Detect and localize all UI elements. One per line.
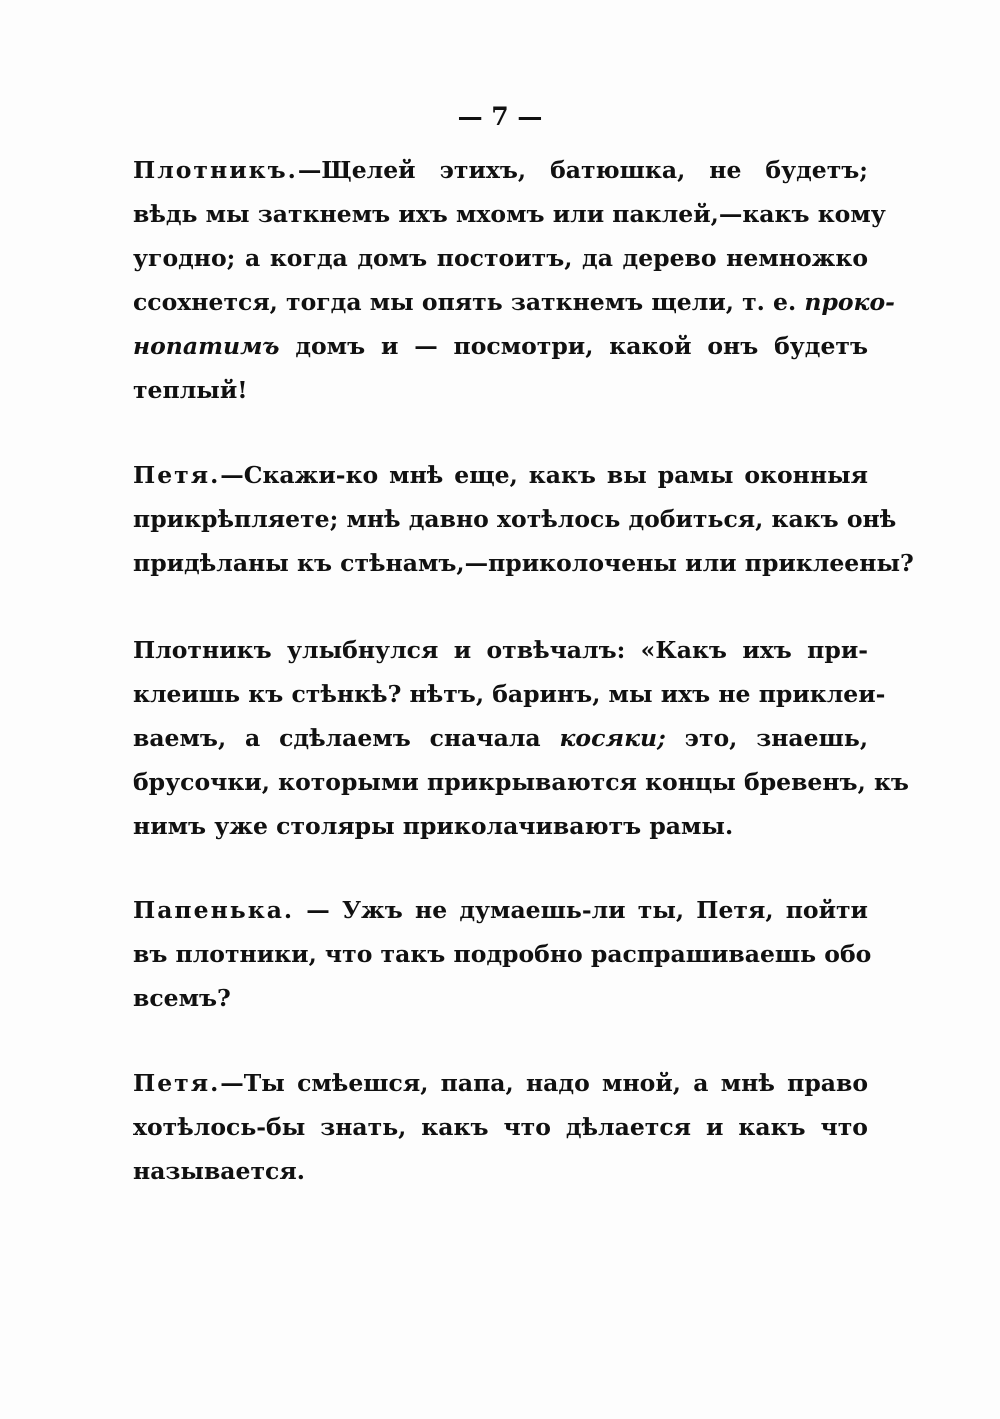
- line-text: всемъ?: [133, 984, 231, 1012]
- line-text: вѣдь мы заткнемъ ихъ мхомъ или паклей,—какъ кому: [133, 200, 886, 228]
- line-text: нимъ уже столяры приколачиваютъ рамы.: [133, 812, 734, 840]
- line-text: ссохнется, тогда мы опять заткнемъ щели, т. е.: [133, 288, 797, 316]
- line-text: въ плотники, что такъ подробно распрашиваешь обо: [133, 940, 872, 968]
- line-text: брусочки, которыми прикрываются концы бревенъ, къ: [133, 768, 909, 796]
- paragraph-petya-reply: [133, 1061, 868, 1193]
- speaker-name: Папенька.: [133, 896, 295, 924]
- speaker-name: Петя.: [133, 1069, 221, 1097]
- line-text: клеишь къ стѣнкѣ? нѣтъ, баринъ, мы ихъ не приклеи-: [133, 680, 886, 708]
- text-line: [133, 716, 868, 760]
- line-text: это, знаешь,: [684, 724, 869, 752]
- text-line: [133, 453, 868, 497]
- text-line: [133, 932, 872, 976]
- page-number: — 7 —: [457, 102, 543, 131]
- text-line: [133, 541, 914, 585]
- text-line: [133, 628, 868, 672]
- text-line: [133, 672, 886, 716]
- line-text: домъ и — посмотри, какой онъ будетъ: [279, 332, 868, 360]
- text-line: [133, 324, 868, 368]
- line-text: —Скажи-ко мнѣ еще, какъ вы рамы оконныя: [220, 461, 868, 489]
- text-line: [133, 280, 895, 324]
- line-text: —Ты смѣешся, папа, надо мной, а мнѣ право: [220, 1069, 868, 1097]
- text-line: [133, 888, 868, 932]
- text-line: [133, 760, 909, 804]
- italic-term: проко-: [804, 288, 895, 316]
- text-line: [133, 804, 868, 848]
- line-text: теплый!: [133, 376, 248, 404]
- text-line: [133, 976, 868, 1020]
- paragraph-carpenter-gaps: [133, 148, 895, 412]
- line-text: —Щелей этихъ, батюшка, не будетъ;: [297, 156, 868, 184]
- paragraph-papa-question: [133, 888, 872, 1020]
- paragraph-petya-frames: [133, 453, 914, 585]
- speaker-name: Плотникъ.: [133, 156, 298, 184]
- text-line: [133, 1061, 868, 1105]
- paragraph-carpenter-jambs: [133, 628, 909, 848]
- line-text: называется.: [133, 1157, 305, 1185]
- line-text: прикрѣпляете; мнѣ давно хотѣлось добиться, какъ онѣ: [133, 505, 897, 533]
- text-line: [133, 368, 868, 412]
- text-line: [133, 192, 886, 236]
- italic-term: нопатимъ: [133, 332, 280, 360]
- speaker-name: Петя.: [133, 461, 221, 489]
- line-text: хотѣлось-бы знать, какъ что дѣлается и какъ что: [133, 1113, 868, 1141]
- text-line: [133, 236, 868, 280]
- line-text: ваемъ, а сдѣлаемъ сначала: [133, 724, 541, 752]
- line-text: угодно; а когда домъ постоитъ, да дерево немножко: [133, 244, 868, 272]
- text-line: [133, 497, 897, 541]
- line-text: Плотникъ улыбнулся и отвѣчалъ: «Какъ ихъ при-: [133, 636, 868, 664]
- line-text: — Ужъ не думаешь-ли ты, Петя, пойти: [294, 896, 868, 924]
- italic-term: косяки;: [559, 724, 666, 752]
- line-text: придѣланы къ стѣнамъ,—приколочены или приклеены?: [133, 549, 914, 577]
- text-line: [133, 1149, 868, 1193]
- text-line: [133, 148, 868, 192]
- text-line: [133, 1105, 868, 1149]
